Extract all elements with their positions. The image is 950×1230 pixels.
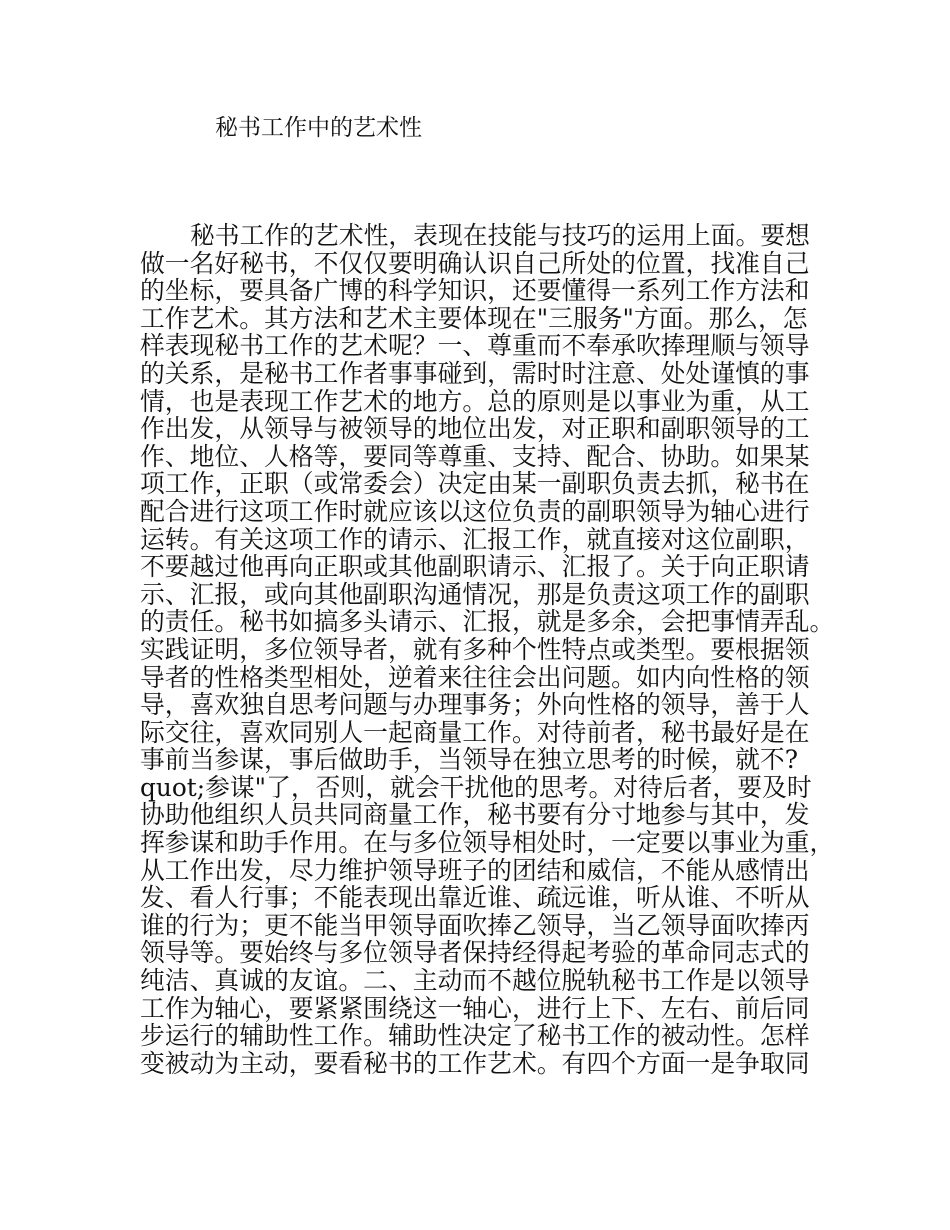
body-line: 工作艺术。其方法和艺术主要体现在"三服务"方面。那么，怎 [140,303,808,333]
body-line: 协助他组织人员共同商量工作，秘书要有分寸地参与其中，发 [140,800,810,830]
body-line: 际交往，喜欢同别人一起商量工作。对待前者，秘书最好是在 [140,717,810,747]
body-line: 领导等。要始终与多位领导者保持经得起考验的革命同志式的 [140,938,810,968]
document-body [140,221,835,1078]
document-title: 秘书工作中的艺术性 [215,115,422,141]
body-line: 示、汇报，或向其他副职沟通情况，那是负责这项工作的副职 [140,579,810,609]
body-line: quot;参谋"了，否则，就会干扰他的思考。对待后者，要及时 [140,772,812,802]
body-line: 配合进行这项工作时就应该以这位负责的副职领导为轴心进行 [140,496,810,526]
body-line: 运转。有关这项工作的请示、汇报工作，就直接对这位副职， [140,524,810,554]
body-line: 做一名好秘书，不仅仅要明确认识自己所处的位置，找准自己 [140,248,810,278]
body-line: 变被动为主动，要看秘书的工作艺术。有四个方面一是争取同 [140,1048,810,1078]
body-line: 谁的行为；更不能当甲领导面吹捧乙领导，当乙领导面吹捧丙 [140,910,810,940]
body-line: 纯洁、真诚的友谊。二、主动而不越位脱轨秘书工作是以领导 [140,966,810,996]
body-line: 的责任。秘书如搞多头请示、汇报，就是多余，会把事情弄乱。 [140,607,835,637]
body-line: 实践证明，多位领导者，就有多种个性特点或类型。要根据领 [140,634,810,664]
body-line: 的坐标，要具备广博的科学知识，还要懂得一系列工作方法和 [140,276,810,306]
body-line: 步运行的辅助性工作。辅助性决定了秘书工作的被动性。怎样 [140,1021,810,1051]
body-line: 作、地位、人格等，要同等尊重、支持、配合、协助。如果某 [140,441,810,471]
body-line: 导，喜欢独自思考问题与办理事务；外向性格的领导，善于人 [140,690,810,720]
body-line: 作出发，从领导与被领导的地位出发，对正职和副职领导的工 [140,414,810,444]
body-line: 不要越过他再向正职或其他副职请示、汇报了。关于向正职请 [140,552,810,582]
body-line: 工作为轴心，要紧紧围绕这一轴心，进行上下、左右、前后同 [140,993,810,1023]
body-line: 事前当参谋，事后做助手，当领导在独立思考的时候，就不? [140,745,799,775]
body-line: 项工作，正职（或常委会）决定由某一副职负责去抓，秘书在 [140,469,810,499]
body-line: 从工作出发，尽力维护领导班子的团结和威信，不能从感情出 [140,855,810,885]
body-line: 情，也是表现工作艺术的地方。总的原则是以事业为重，从工 [140,386,810,416]
body-line: 发、看人行事；不能表现出靠近谁、疏远谁，听从谁、不听从 [140,883,810,913]
body-line: 挥参谋和助手作用。在与多位领导相处时，一定要以事业为重， [140,828,835,858]
body-line: 秘书工作的艺术性，表现在技能与技巧的运用上面。要想 [190,221,810,250]
body-line: 导者的性格类型相处，逆着来往往会出问题。如内向性格的领 [140,662,810,692]
body-line: 样表现秘书工作的艺术呢？一、尊重而不奉承吹捧理顺与领导 [140,331,810,361]
body-line: 的关系，是秘书工作者事事碰到，需时时注意、处处谨慎的事 [140,358,810,388]
